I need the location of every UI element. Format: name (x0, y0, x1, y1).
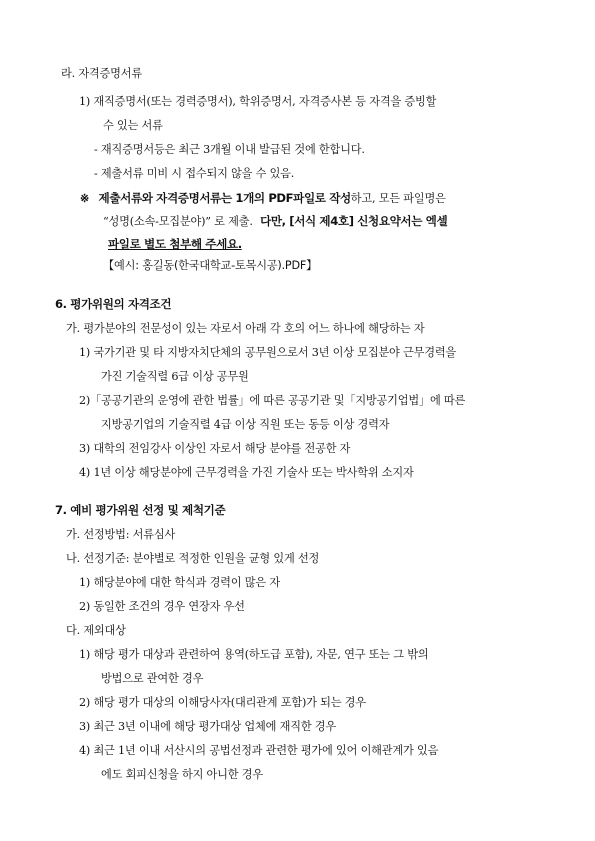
section-7-da-item-4-line2: 에도 회피신청을 하지 아니한 경우 (101, 768, 263, 781)
file-name-example: 【예시: 홍길동(한국대학교-토목시공).PDF】 (103, 259, 318, 272)
section-7-item-da: 다. 제외대상 (66, 624, 126, 637)
section-7-item-na: 나. 선정기준: 분야별로 적정한 인원을 균형 있게 선정 (66, 552, 320, 565)
note-bold-text-1: 제출서류와 자격증명서류는 1개의 PDF파일로 작성 (98, 191, 351, 205)
section-6-item-2-line1: 2)「공공기관의 운영에 관한 법률」에 따른 공공기관 및「지방공기업법」에 따른 (79, 394, 466, 407)
note-mark: ※ (80, 191, 90, 205)
section-7-da-item-2: 2) 해당 평가 대상의 이해당사자(대리관계 포함)가 되는 경우 (79, 696, 366, 709)
section-7-da-item-1-line1: 1) 해당 평가 대상과 관련하여 용역(하도급 포함), 자문, 연구 또는 그 밖의 (79, 648, 429, 661)
note-bold-text-2: 다만, [서식 제4호] 신청요약서는 엑셀 (260, 214, 448, 228)
section-6-item-1-line2: 가진 기술직렬 6급 이상 공무원 (101, 370, 249, 383)
note-line-1 (80, 190, 446, 207)
section-6-item-ga: 가. 평가분야의 전문성이 있는 자로서 아래 각 호의 어느 하나에 해당하는 자 (66, 322, 425, 335)
section-6-item-2-line2: 지방공기업의 기술직렬 4급 이상 직원 또는 동등 이상 경력자 (101, 418, 390, 431)
section-7-title: 7. 예비 평가위원 선정 및 제척기준 (55, 503, 226, 517)
section-7-na-item-1: 1) 해당분야에 대한 학식과 경력이 많은 자 (79, 576, 280, 589)
section-7-da-item-4-line1: 4) 최근 1년 이내 서산시의 공법선정과 관련한 평가에 있어 이해관계가 있음 (79, 744, 439, 757)
note-plain-text-1: 하고, 모든 파일명은 (350, 192, 446, 205)
list-item-1-line1: 1) 재직증명서(또는 경력증명서), 학위증명서, 자격증사본 등 자격을 증빙할 (79, 95, 437, 108)
section-6-title: 6. 평가위원의 자격조건 (55, 297, 172, 311)
note-line-2 (103, 213, 447, 230)
subsection-heading-qualification: 라. 자격증명서류 (61, 67, 142, 80)
note-bold-text-3: 파일로 별도 첨부해 주세요. (108, 237, 242, 251)
section-7-da-item-3: 3) 최근 3년 이내에 해당 평가대상 업체에 재직한 경우 (79, 720, 336, 733)
section-7-da-item-1-line2: 방법으로 관여한 경우 (101, 672, 204, 685)
section-6-item-4: 4) 1년 이상 해당분야에 근무경력을 가진 기술사 또는 박사학위 소지자 (79, 466, 414, 479)
dash-item-1: - 재직증명서등은 최근 3개월 이내 발급된 것에 한합니다. (94, 143, 365, 156)
note-plain-text-2: “성명(소속-모집분야)” 로 제출. (103, 215, 253, 228)
dash-item-2: - 제출서류 미비 시 접수되지 않을 수 있음. (94, 167, 295, 180)
section-6-item-3: 3) 대학의 전임강사 이상인 자로서 해당 분야를 전공한 자 (79, 442, 351, 455)
section-6-item-1-line1: 1) 국가기관 및 타 지방자치단체의 공무원으로서 3년 이상 모집분야 근무경력을 (79, 346, 457, 359)
list-item-1-line2: 수 있는 서류 (103, 119, 163, 132)
note-line-3 (108, 236, 242, 253)
section-7-item-ga: 가. 선정방법: 서류심사 (66, 528, 176, 541)
section-7-na-item-2: 2) 동일한 조건의 경우 연장자 우선 (79, 600, 245, 613)
